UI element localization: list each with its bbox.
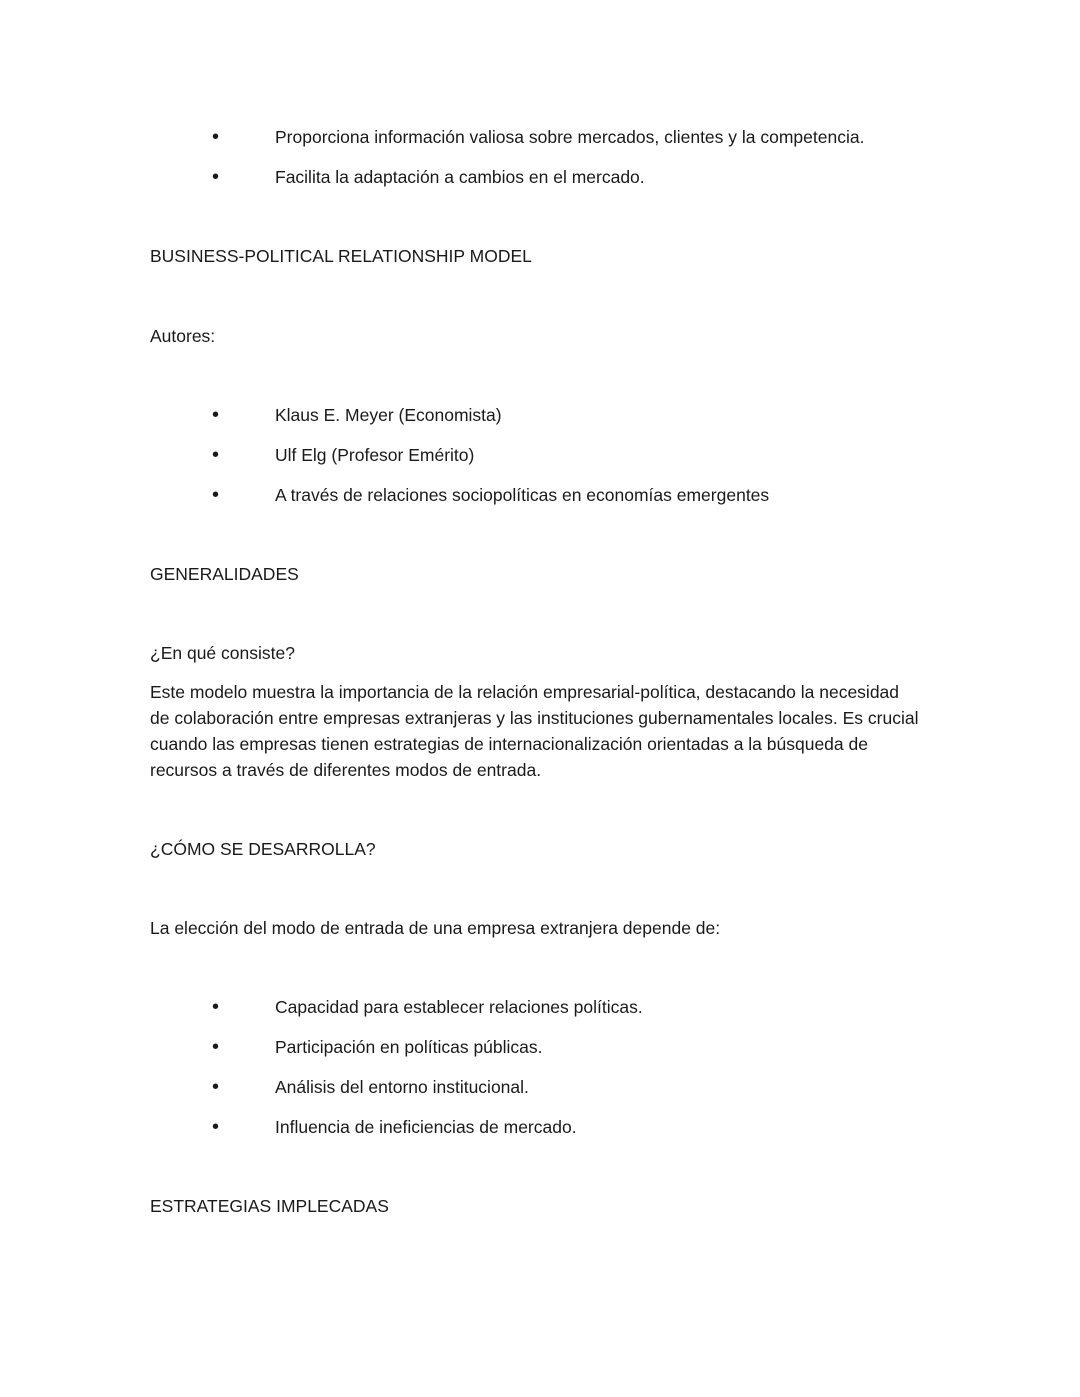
- paragraph-line: Este modelo muestra la importancia de la relación empresarial-política, destacando la necesidad: [150, 682, 900, 702]
- bullet-icon: •: [212, 126, 220, 148]
- bullet-text: Análisis del entorno institucional.: [275, 1077, 529, 1097]
- paragraph-line: cuando las empresas tienen estrategias de internacionalización orientadas a la búsqueda de: [150, 734, 868, 754]
- list-item: [0, 1114, 1080, 1140]
- section-heading-estrategias: ESTRATEGIAS IMPLECADAS: [150, 1196, 389, 1216]
- bullet-icon: •: [212, 1116, 220, 1138]
- bullet-text: Participación en políticas públicas.: [275, 1037, 543, 1057]
- question-consiste: ¿En qué consiste?: [150, 643, 295, 663]
- list-item: [0, 442, 1080, 468]
- section-heading-como: ¿CÓMO SE DESARROLLA?: [150, 839, 376, 859]
- bullet-text: Klaus E. Meyer (Economista): [275, 405, 502, 425]
- list-item: [0, 482, 1080, 508]
- list-item: [0, 994, 1080, 1020]
- bullet-icon: •: [212, 484, 220, 506]
- bullet-icon: •: [212, 996, 220, 1018]
- bullet-text: Proporciona información valiosa sobre mercados, clientes y la competencia.: [275, 127, 865, 147]
- list-item: [0, 164, 1080, 190]
- section-heading-model: BUSINESS-POLITICAL RELATIONSHIP MODEL: [150, 246, 532, 266]
- list-item: [0, 1074, 1080, 1100]
- section-heading-generalidades: GENERALIDADES: [150, 564, 299, 584]
- bullet-icon: •: [212, 444, 220, 466]
- bullet-icon: •: [212, 1036, 220, 1058]
- bullet-text: Capacidad para establecer relaciones políticas.: [275, 997, 643, 1017]
- list-item: [0, 124, 1080, 150]
- list-item: [0, 402, 1080, 428]
- paragraph-line: de colaboración entre empresas extranjeras y las instituciones gubernamentales locales. Es crucial: [150, 708, 919, 728]
- paragraph-line: recursos a través de diferentes modos de entrada.: [150, 760, 542, 780]
- bullet-text: Influencia de ineficiencias de mercado.: [275, 1117, 577, 1137]
- intro-eleccion: La elección del modo de entrada de una empresa extranjera depende de:: [150, 918, 721, 938]
- bullet-text: Ulf Elg (Profesor Emérito): [275, 445, 475, 465]
- bullet-text: Facilita la adaptación a cambios en el mercado.: [275, 167, 645, 187]
- bullet-icon: •: [212, 1076, 220, 1098]
- bullet-icon: •: [212, 166, 220, 188]
- autores-label: Autores:: [150, 326, 216, 346]
- bullet-text: A través de relaciones sociopolíticas en economías emergentes: [275, 485, 770, 505]
- list-item: [0, 1034, 1080, 1060]
- bullet-icon: •: [212, 404, 220, 426]
